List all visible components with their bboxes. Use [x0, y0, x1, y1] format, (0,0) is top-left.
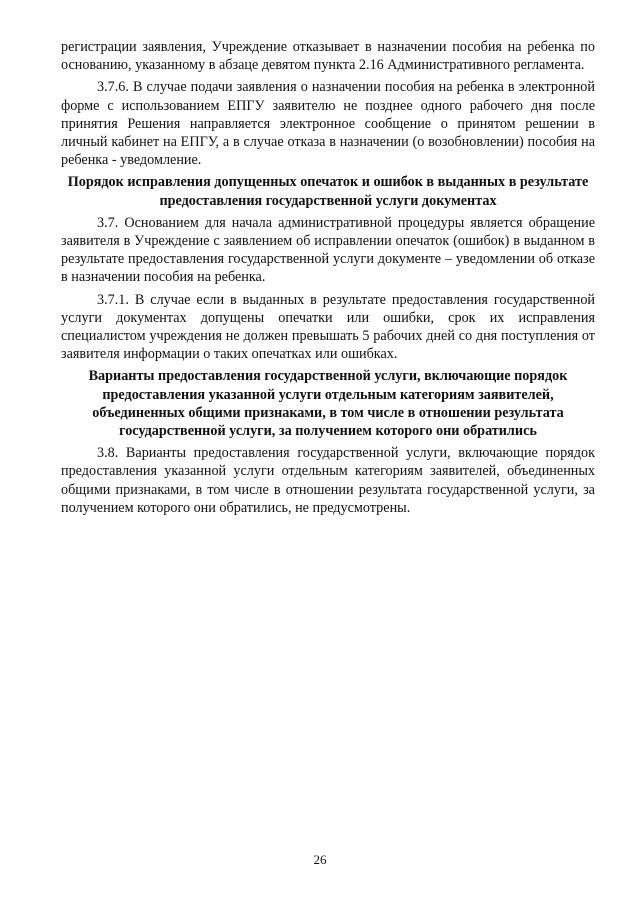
section-heading-variants: Варианты предоставления государственной услуги, включающие порядок предоставления указанной услуги отдельным категориям заявителей, объединенных общими признаками, в том числе в отношении результата государственной услуги, за получением которого они обратились: [88, 368, 568, 440]
page-number: 26: [313, 852, 327, 867]
paragraph-continuation: регистрации заявления, Учреждение отказывает в назначении пособия на ребенка по основанию, указанному в абзаце девятом пункта 2.16 Административного регламента.: [61, 39, 595, 74]
paragraph-3-8: 3.8. Варианты предоставления государственной услуги, включающие порядок предоставления указанной услуги отдельным категориям заявителей, объединенных общими признаками, в том числе в отношении результата государственной услуги, за получением которого они обратились, не предусмотрены.: [61, 445, 595, 516]
paragraph-3-7: 3.7. Основанием для начала административной процедуры является обращение заявителя в Учреждение с заявлением об исправлении опечаток (ошибок) в выданном в результате предоставления государственной услуги документе – уведомлении об отказе в назначении пособия на ребенка.: [61, 214, 595, 286]
section-heading-corrections: Порядок исправления допущенных опечаток и ошибок в выданных в результате предоставления государственной услуги документах: [67, 174, 589, 209]
document-page: [61, 38, 595, 521]
paragraph-3-7-6: 3.7.6. В случае подачи заявления о назначении пособия на ребенка в электронной форме с использованием ЕПГУ заявителю не позднее одного рабочего дня после принятия Решения направляется электронное сообщение о принятом решении в личный кабинет на ЕПГУ, а в случае отказа в назначении (о возобновлении) пособия на ребенка - уведомление.: [61, 79, 595, 169]
paragraph-3-7-1: 3.7.1. В случае если в выданных в результате предоставления государственной услуги документах допущены опечатки или ошибки, срок их исправления специалистом учреждения не должен превышать 5 рабочих дней со дня поступления от заявителя информации о таких опечатках или ошибках.: [61, 291, 595, 363]
